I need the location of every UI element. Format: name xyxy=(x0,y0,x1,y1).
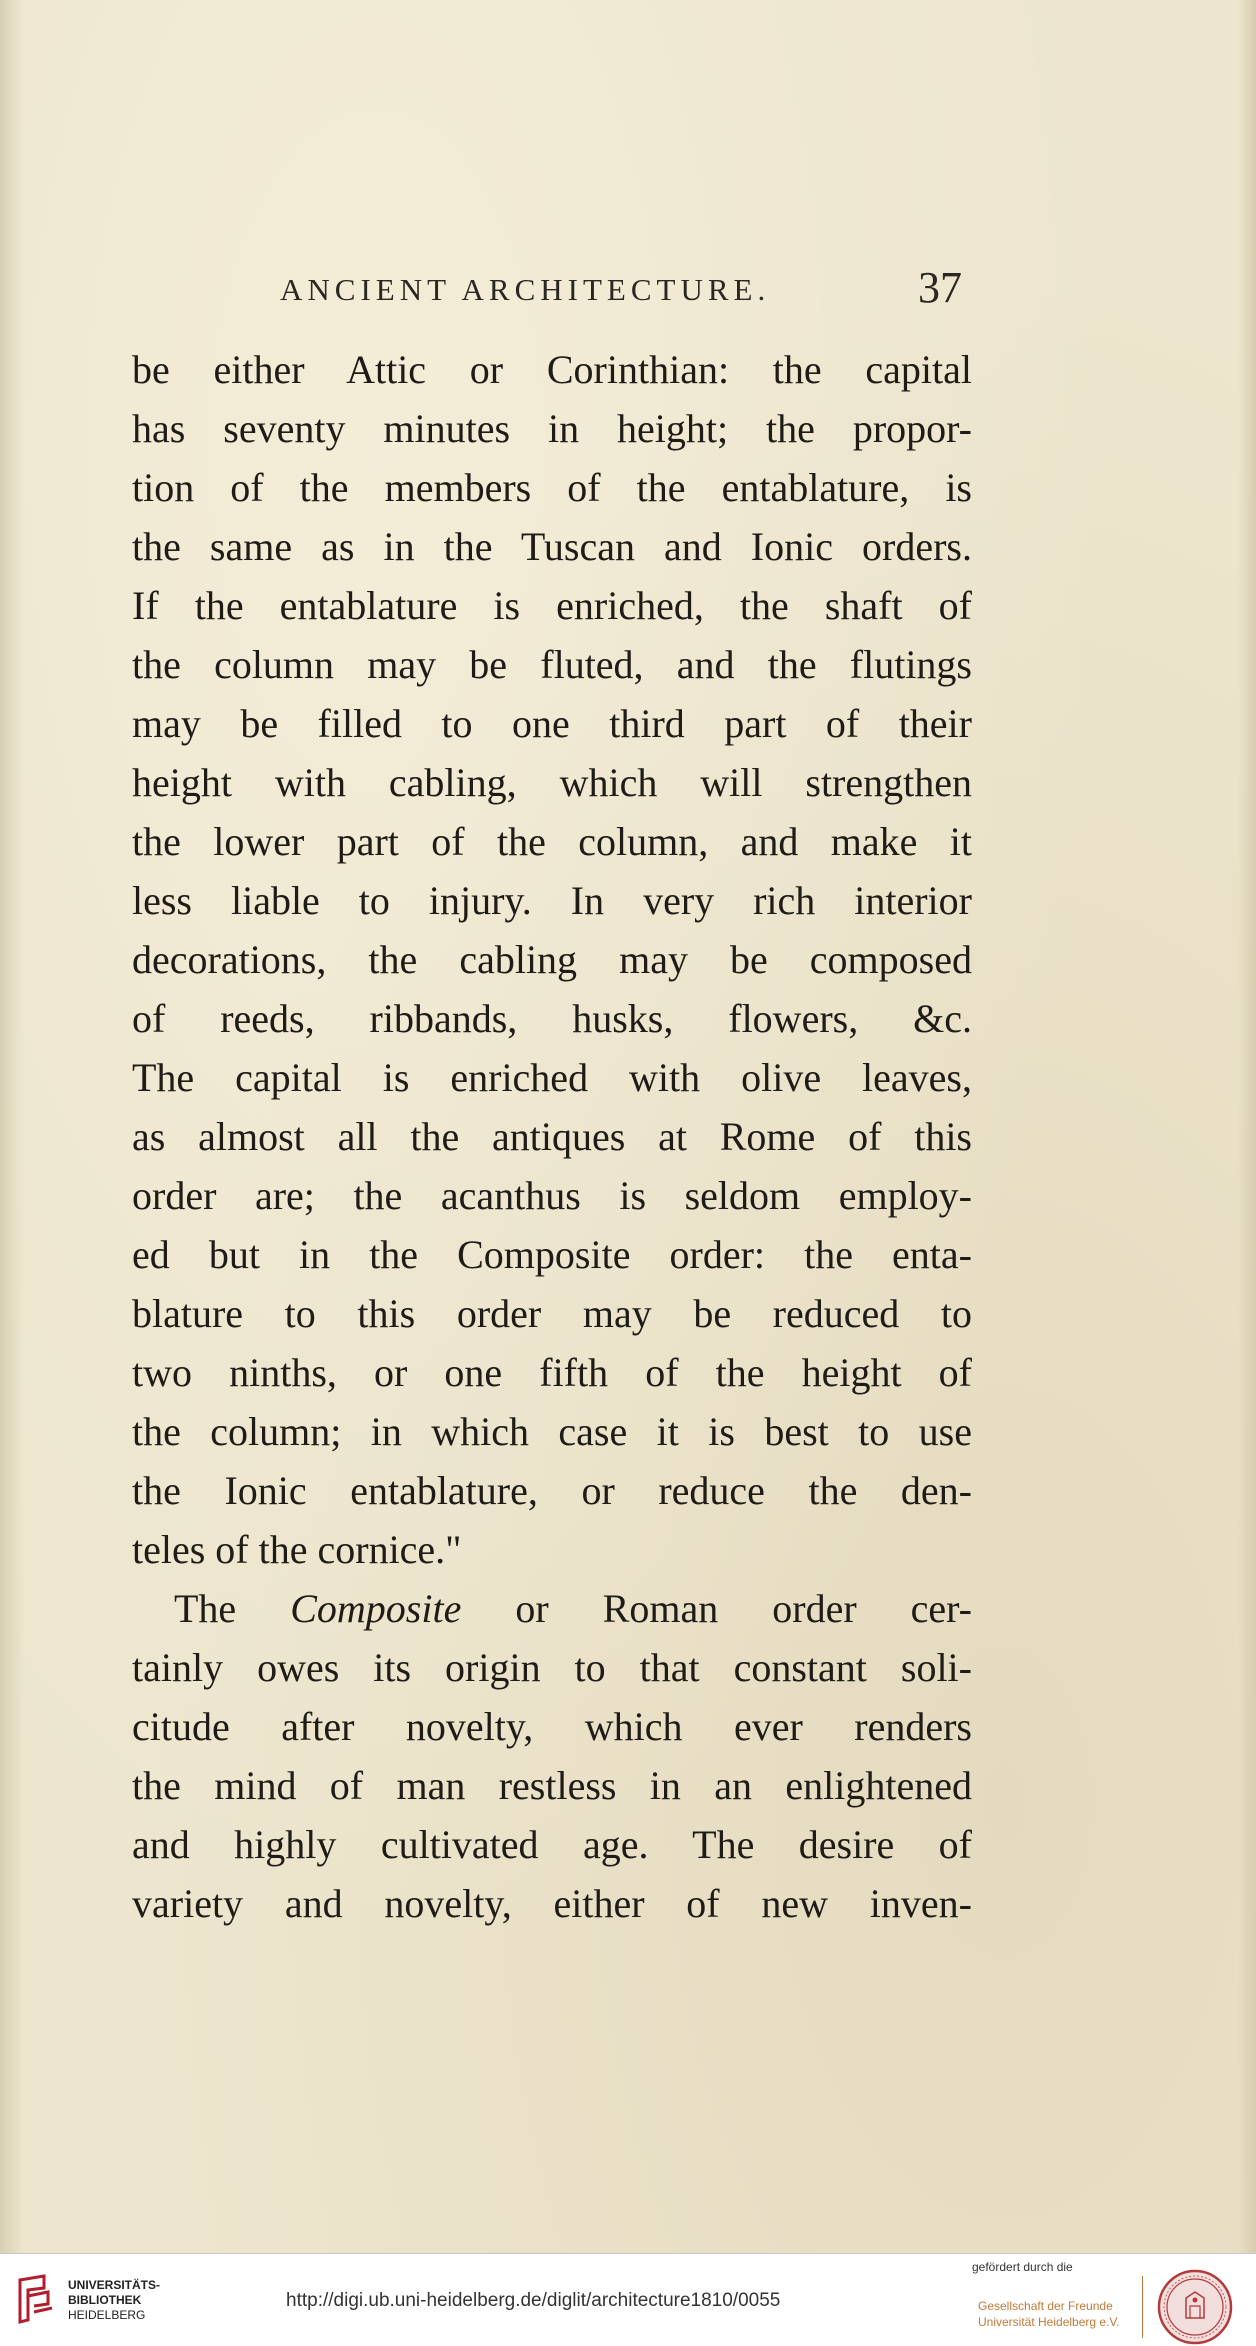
running-head: ANCIENT ARCHITECTURE. xyxy=(280,272,771,307)
sponsor-label: gefördert durch die xyxy=(972,2260,1073,2274)
permalink-url[interactable]: http://digi.ub.uni-heidelberg.de/diglit/architecture1810/0055 xyxy=(286,2290,781,2311)
text-line: height with cabling, which will strengthen xyxy=(132,760,972,805)
text-line: may be filled to one third part of their xyxy=(132,701,972,746)
text-line: blature to this order may be reduced to xyxy=(132,1291,972,1336)
text-fragment: The xyxy=(174,1586,291,1631)
text-line: be either Attic or Corinthian: the capital xyxy=(132,347,972,392)
sponsor-divider xyxy=(1142,2276,1143,2338)
sponsor-name xyxy=(978,2298,1120,2330)
text-line: citude after novelty, which ever renders xyxy=(132,1704,972,1749)
italic-term: Composite xyxy=(290,1586,462,1631)
text-line: If the entablature is enriched, the shaft of xyxy=(132,583,972,628)
library-name xyxy=(68,2278,160,2323)
text-line: the lower part of the column, and make it xyxy=(132,819,972,864)
text-line: the mind of man restless in an enlightened xyxy=(132,1763,972,1808)
text-line: ed but in the Composite order: the enta- xyxy=(132,1232,972,1277)
viewer-footer xyxy=(0,2253,1256,2346)
text-line: has seventy minutes in height; the propor- xyxy=(132,406,972,451)
text-line: decorations, the cabling may be composed xyxy=(132,937,972,982)
page-edge-shadow-left xyxy=(0,0,24,2253)
text-line: tainly owes its origin to that constant soli- xyxy=(132,1645,972,1690)
library-name-line: BIBLIOTHEK xyxy=(68,2293,142,2307)
sponsor-name-line: Universität Heidelberg e.V. xyxy=(978,2315,1120,2329)
text-line: teles of the cornice." xyxy=(132,1527,462,1572)
text-line: order are; the acanthus is seldom employ- xyxy=(132,1173,972,1218)
body-text xyxy=(132,340,972,1933)
university-seal-icon xyxy=(1156,2268,1234,2346)
library-name-line: HEIDELBERG xyxy=(68,2308,146,2322)
text-line: tion of the members of the entablature, is xyxy=(132,465,972,510)
sponsor-name-line: Gesellschaft der Freunde xyxy=(978,2299,1113,2313)
library-name-line: UNIVERSITÄTS- xyxy=(68,2278,161,2292)
page-number: 37 xyxy=(918,263,962,312)
text-line: of reeds, ribbands, husks, flowers, &c. xyxy=(132,996,972,1041)
text-line: the column; in which case it is best to use xyxy=(132,1409,972,1454)
text-line: variety and novelty, either of new inven- xyxy=(132,1881,972,1926)
text-line: as almost all the antiques at Rome of this xyxy=(132,1114,972,1159)
university-library-logo-icon xyxy=(14,2274,56,2326)
text-line: less liable to injury. In very rich interior xyxy=(132,878,972,923)
text-line: two ninths, or one fifth of the height of xyxy=(132,1350,972,1395)
text-fragment: or Roman order cer- xyxy=(461,1586,972,1631)
paragraph-first-line xyxy=(132,1579,972,1638)
text-line: the Ionic entablature, or reduce the den- xyxy=(132,1468,972,1513)
text-line: The capital is enriched with olive leaves, xyxy=(132,1055,972,1100)
text-line: the column may be fluted, and the flutings xyxy=(132,642,972,687)
page-edge-shadow-right xyxy=(1238,0,1256,2253)
text-line: the same as in the Tuscan and Ionic orders. xyxy=(132,524,972,569)
text-line: and highly cultivated age. The desire of xyxy=(132,1822,972,1867)
